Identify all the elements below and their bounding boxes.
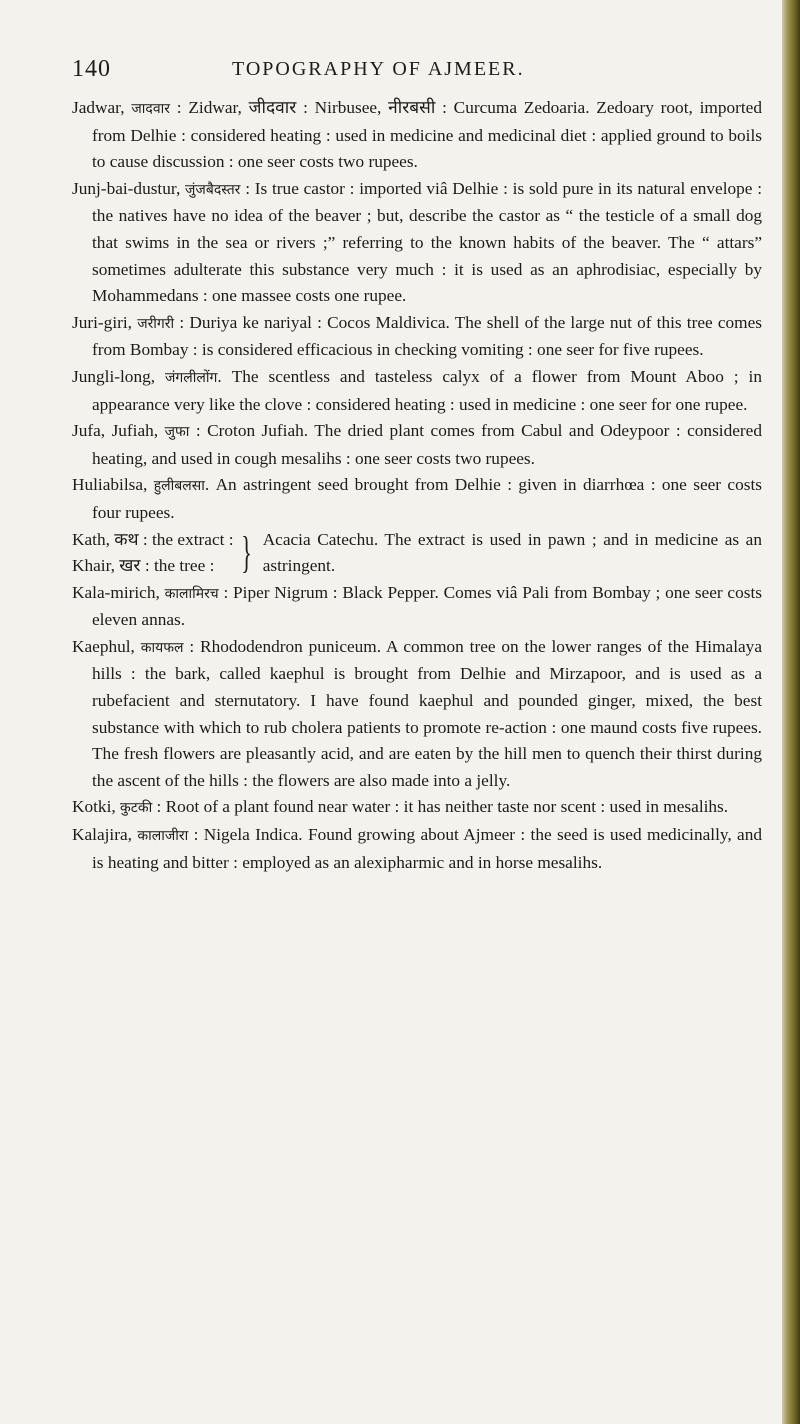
page-body — [72, 95, 762, 876]
entry-text: : Nigela Indica. Found growing about Ajmeer : the seed is used medicinally, and is heating and bitter : employed as an alexipharmic and in horse mesalihs. — [92, 825, 763, 872]
entry-kotki — [72, 794, 762, 822]
entry-name: Juri-giri, — [72, 312, 132, 332]
entry-native: हुलीबलसा — [153, 478, 205, 495]
entry-native: कुटकी — [120, 800, 153, 817]
entry-native: जरीगरी — [137, 315, 175, 332]
kath-khair-text: Acacia Catechu. The extract is used in pawn ; and in medicine as an astringent. — [262, 529, 762, 576]
page-edge — [782, 0, 800, 1424]
entry-huliabilsa — [72, 472, 762, 526]
entry-text: : Is true castor : imported viâ Delhie : is sold pure in its natural envelope : the natives have no idea of the beaver ; but, describe the castor as “ the testicle of a small dog that swims in the sea or rivers ;” referring to the known habits of the beaver. The “ attars” sometimes adulterate this substance very much : it is used as an aphrodisiac, especially by Mohammedans : one massee costs one rupee. — [92, 178, 763, 306]
entry-text: . The scentless and tasteless calyx of a flower from Mount Aboo ; in appearance very like the clove : considered heating : used in medicine : one seer for one rupee. — [92, 366, 762, 414]
entry-name: Kaephul, — [72, 636, 135, 656]
entry-juri-giri — [72, 310, 762, 364]
entry-native: कायफल — [140, 639, 184, 656]
khair-line: Khair, खर : the tree : — [72, 556, 215, 576]
entry-native: जुंजबैदस्तर — [185, 181, 241, 198]
entry-name: Jufa, Jufiah, — [72, 421, 159, 441]
entry-native: कालामिरच — [164, 585, 219, 602]
entry-text: : Rhododendron puniceum. A common tree on the lower ranges of the Himalaya hills : the bark, called kaephul is brought from Delhie and Mirzapoor, and is used as a rubefacient and sternutatory. I have found kaephul and pounded ginger, mixed, the best substance with which to rub cholera patients to promote re-action : one maund costs five rupees. The fresh flowers are pleasantly acid, and are eaten by the hill men to quench their thirst during the ascent of the hills : the flowers are also made into a jelly. — [92, 636, 762, 790]
entry-text: : Piper Nigrum : Black Pepper. Comes viâ Pali from Bombay ; one seer costs eleven annas. — [92, 582, 762, 630]
entry-text: : Root of a plant found near water : it has neither taste nor scent : used in mesalihs. — [156, 797, 729, 817]
entry-jungli-long — [72, 364, 762, 418]
entry-kalajira — [72, 822, 762, 876]
entry-native: कालाजीरा — [137, 828, 189, 845]
entry-native: जुफा — [164, 424, 190, 441]
entry-kaephul — [72, 634, 762, 795]
brace-icon: } — [240, 528, 252, 578]
entry-native: जादवार — [131, 101, 170, 117]
entry-kath-khair — [72, 527, 762, 580]
page-header — [72, 56, 762, 86]
entry-junj-bai-dustur — [72, 176, 762, 310]
entry-name: Kala-mirich, — [72, 582, 160, 602]
page-number: 140 — [72, 56, 111, 82]
entry-name: Kotki, — [72, 797, 116, 817]
entry-name: Jungli-long, — [72, 366, 156, 386]
entry-name: Huliabilsa, — [72, 475, 148, 495]
entry-name: Jadwar, — [72, 98, 125, 117]
entry-native: जंगलीलोंग — [165, 369, 218, 386]
entry-text: : Zidwar, जीदवार : Nirbusee, नीरबसी : Curcuma Zedoaria. Zedoary root, imported from Delhie : considered heating : used in medicine and medicinal diet : applied ground to boils to cause discussion : one seer costs two rupees. — [92, 98, 762, 172]
entry-text: . An astringent seed brought from Delhie : given in diarrhœa : one seer costs four rupees. — [92, 475, 762, 522]
entry-text: : Duriya ke nariyal : Cocos Maldivica. The shell of the large nut of this tree comes from Bombay : is considered efficacious in checking vomiting : one seer for five rupees. — [92, 312, 763, 360]
entry-jufa — [72, 418, 762, 472]
kath-line: Kath, कथ : the extract : — [72, 529, 234, 549]
entry-jadwar — [72, 95, 762, 176]
entry-text: : Croton Jufiah. The dried plant comes from Cabul and Odeypoor : considered heating, and used in cough mesalihs : one seer costs two rupees. — [92, 421, 762, 468]
kath-khair-labels — [72, 527, 234, 580]
entry-kala-mirich — [72, 580, 762, 634]
running-head: TOPOGRAPHY OF AJMEER. — [232, 58, 525, 80]
entry-name: Junj-bai-dustur, — [72, 178, 181, 198]
entry-name: Kalajira, — [72, 825, 132, 845]
